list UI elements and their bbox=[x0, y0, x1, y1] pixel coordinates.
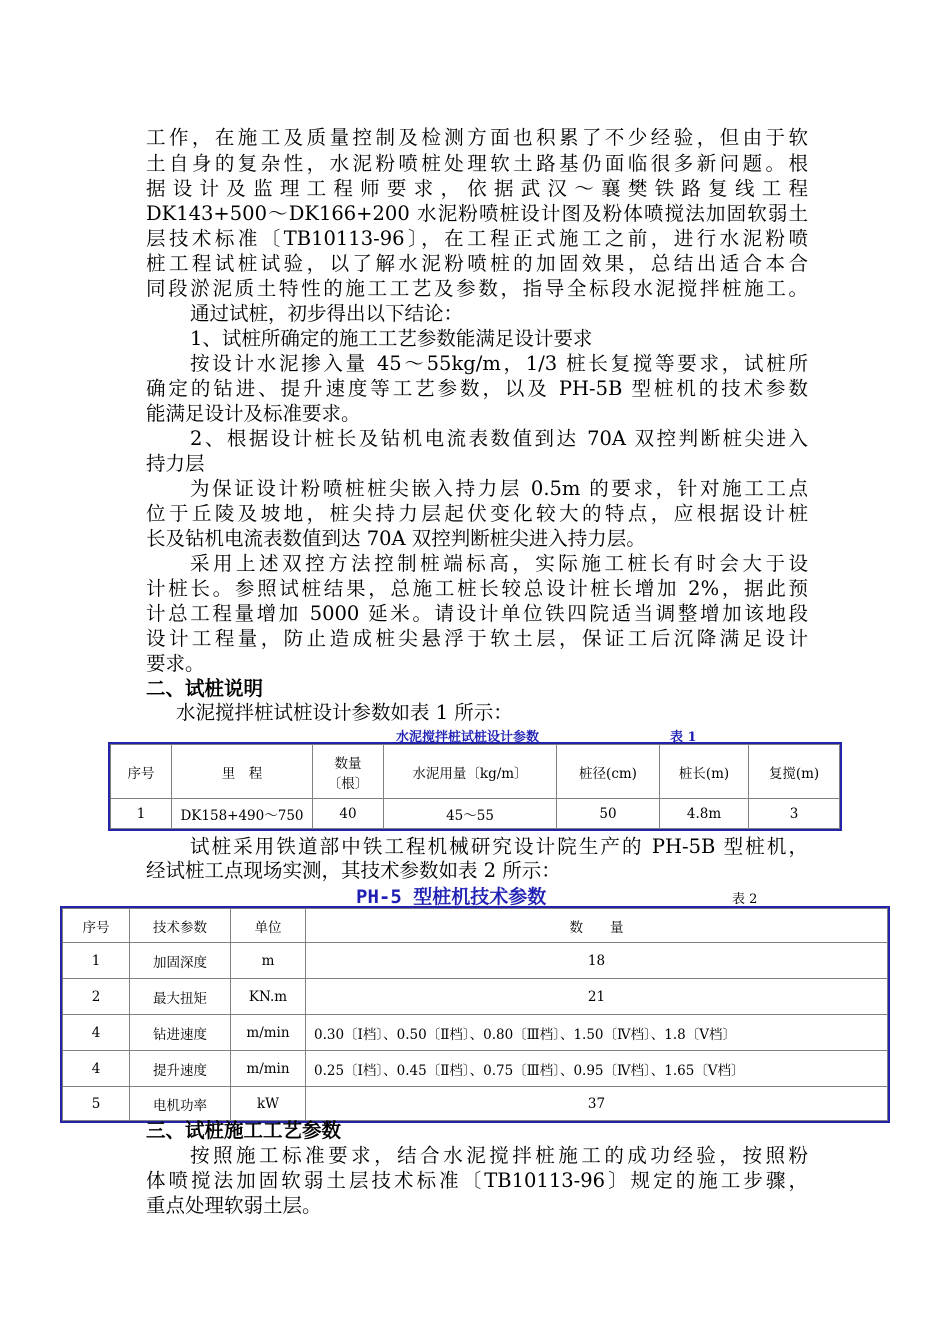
table-cell: DK158+490～750 bbox=[172, 799, 313, 829]
table-header-cell: 里 程 bbox=[172, 745, 313, 799]
text-line: DK143+500～DK166+200 水泥粉喷桩设计图及粉体喷搅法加固软弱土 bbox=[146, 202, 808, 225]
table-cell: m/min bbox=[231, 1015, 306, 1051]
text-line: 持力层 bbox=[146, 452, 205, 475]
table-cell: 37 bbox=[306, 1087, 888, 1121]
table-cell: 5 bbox=[63, 1087, 130, 1121]
table-cell: 4 bbox=[63, 1051, 130, 1087]
text-line: 设计工程量，防止造成桩尖悬浮于软土层，保证工后沉降满足设计 bbox=[146, 627, 808, 650]
text-line: 桩工程试桩试验，以了解水泥粉喷桩的加固效果，总结出适合本合 bbox=[146, 252, 808, 275]
table1 bbox=[110, 744, 840, 829]
table-cell: 18 bbox=[306, 943, 888, 979]
table-cell: 45～55 bbox=[384, 799, 557, 829]
table-cell: 电机功率 bbox=[130, 1087, 231, 1121]
text-line: 确定的钻进、提升速度等工艺参数，以及 PH-5B 型桩机的技术参数 bbox=[146, 377, 808, 400]
conclusion-heading-1: 1、试桩所确定的施工工艺参数能满足设计要求 bbox=[190, 327, 593, 350]
table-cell: 21 bbox=[306, 979, 888, 1015]
text-line: 长及钻机电流表数值到达 70A 双控判断桩尖进入持力层。 bbox=[146, 527, 646, 550]
table-header-cell: 单位 bbox=[231, 909, 306, 943]
table-cell: kW bbox=[231, 1087, 306, 1121]
table2 bbox=[62, 908, 888, 1121]
table2-number: 表 2 bbox=[732, 892, 758, 907]
text-line: 经试桩工点现场实测，其技术参数如表 2 所示： bbox=[146, 859, 561, 882]
table-header-row bbox=[63, 909, 888, 943]
table-cell: m/min bbox=[231, 1051, 306, 1087]
text-line: 计桩长。参照试桩结果，总施工桩长较总设计桩长增加 2%，据此预 bbox=[146, 577, 808, 600]
table-cell: 4.8m bbox=[660, 799, 749, 829]
table-cell: 2 bbox=[63, 979, 130, 1015]
table-header-cell: 桩径(cm) bbox=[557, 745, 660, 799]
text-line: 工作，在施工及质量控制及检测方面也积累了不少经验，但由于软 bbox=[146, 126, 808, 149]
table-cell: 钻进速度 bbox=[130, 1015, 231, 1051]
section-heading: 二、试桩说明 bbox=[146, 677, 264, 700]
table-header-cell: 水泥用量〔kg/m〕 bbox=[384, 745, 557, 799]
table-cell: 3 bbox=[749, 799, 840, 829]
table-header-cell bbox=[313, 745, 384, 799]
table-header-cell: 桩长(m) bbox=[660, 745, 749, 799]
table-row bbox=[63, 1015, 888, 1051]
table-cell: 1 bbox=[111, 799, 172, 829]
table-row bbox=[63, 1087, 888, 1121]
table-cell: 0.30〔Ⅰ档〕、0.50〔Ⅱ档〕、0.80〔Ⅲ档〕、1.50〔Ⅳ档〕、1.8〔Ⅴ档〕 bbox=[306, 1015, 888, 1051]
text-line: 体喷搅法加固软弱土层技术标准〔TB10113-96〕规定的施工步骤， bbox=[146, 1169, 808, 1192]
text-line: 按设计水泥掺入量 45～55kg/m，1/3 桩长复搅等要求，试桩所 bbox=[190, 352, 808, 375]
table-header-row bbox=[111, 745, 840, 799]
table-header-cell: 技术参数 bbox=[130, 909, 231, 943]
table-row bbox=[63, 943, 888, 979]
table-cell: 4 bbox=[63, 1015, 130, 1051]
table-cell: 40 bbox=[313, 799, 384, 829]
table-cell: m bbox=[231, 943, 306, 979]
text-line: 层技术标准〔TB10113-96〕，在工程正式施工之前，进行水泥粉喷 bbox=[146, 227, 808, 250]
table-header-cell: 复搅(m) bbox=[749, 745, 840, 799]
conclusion-heading-2: 2、根据设计桩长及钻机电流表数值到达 70A 双控判断桩尖进入 bbox=[190, 427, 808, 450]
table-row bbox=[111, 799, 840, 829]
text-line: 通过试桩，初步得出以下结论： bbox=[190, 302, 464, 325]
text-line: 土自身的复杂性，水泥粉喷桩处理软土路基仍面临很多新问题。根 bbox=[146, 152, 808, 175]
table-cell: 50 bbox=[557, 799, 660, 829]
table-cell: 0.25〔Ⅰ档〕、0.45〔Ⅱ档〕、0.75〔Ⅲ档〕、0.95〔Ⅳ档〕、1.65〔Ⅴ档〕 bbox=[306, 1051, 888, 1087]
table-cell: 提升速度 bbox=[130, 1051, 231, 1087]
table-header-cell: 数 量 bbox=[306, 909, 888, 943]
text-line: 同段淤泥质土特性的施工工艺及参数，指导全标段水泥搅拌桩施工。 bbox=[146, 277, 808, 300]
table-header-cell: 序号 bbox=[111, 745, 172, 799]
section-heading: 三、试桩施工工艺参数 bbox=[146, 1119, 342, 1142]
text-line: 据设计及监理工程师要求，依据武汉～襄樊铁路复线工程 bbox=[146, 177, 808, 200]
header-unit: 〔根〕 bbox=[327, 775, 369, 792]
text-line: 水泥搅拌桩试桩设计参数如表 1 所示： bbox=[176, 701, 513, 724]
text-line: 能满足设计及标准要求。 bbox=[146, 402, 361, 425]
table-cell: 加固深度 bbox=[130, 943, 231, 979]
text-line: 计总工程量增加 5000 延米。请设计单位铁四院适当调整增加该地段 bbox=[146, 602, 808, 625]
text-line: 为保证设计粉喷桩桩尖嵌入持力层 0.5m 的要求，针对施工工点 bbox=[190, 477, 808, 500]
table-row bbox=[63, 1051, 888, 1087]
table1-number: 表 1 bbox=[670, 730, 697, 745]
table-cell: KN.m bbox=[231, 979, 306, 1015]
text-line: 位于丘陵及坡地，桩尖持力层起伏变化较大的特点，应根据设计桩 bbox=[146, 502, 808, 525]
table-header-cell: 序号 bbox=[63, 909, 130, 943]
header-label: 数量 bbox=[334, 755, 362, 772]
text-line: 试桩采用铁道部中铁工程机械研究设计院生产的 PH-5B 型桩机， bbox=[190, 835, 808, 858]
text-line: 按照施工标准要求，结合水泥搅拌桩施工的成功经验，按照粉 bbox=[190, 1144, 808, 1167]
table2-title: PH-5 型桩机技术参数 bbox=[356, 886, 547, 908]
text-line: 采用上述双控方法控制桩端标高，实际施工桩长有时会大于设 bbox=[190, 552, 808, 575]
table-cell: 最大扭矩 bbox=[130, 979, 231, 1015]
table-row bbox=[63, 979, 888, 1015]
table-cell: 1 bbox=[63, 943, 130, 979]
text-line: 重点处理软弱土层。 bbox=[146, 1194, 322, 1217]
text-line: 要求。 bbox=[146, 652, 205, 675]
table1-title: 水泥搅拌桩试桩设计参数 bbox=[396, 730, 540, 745]
